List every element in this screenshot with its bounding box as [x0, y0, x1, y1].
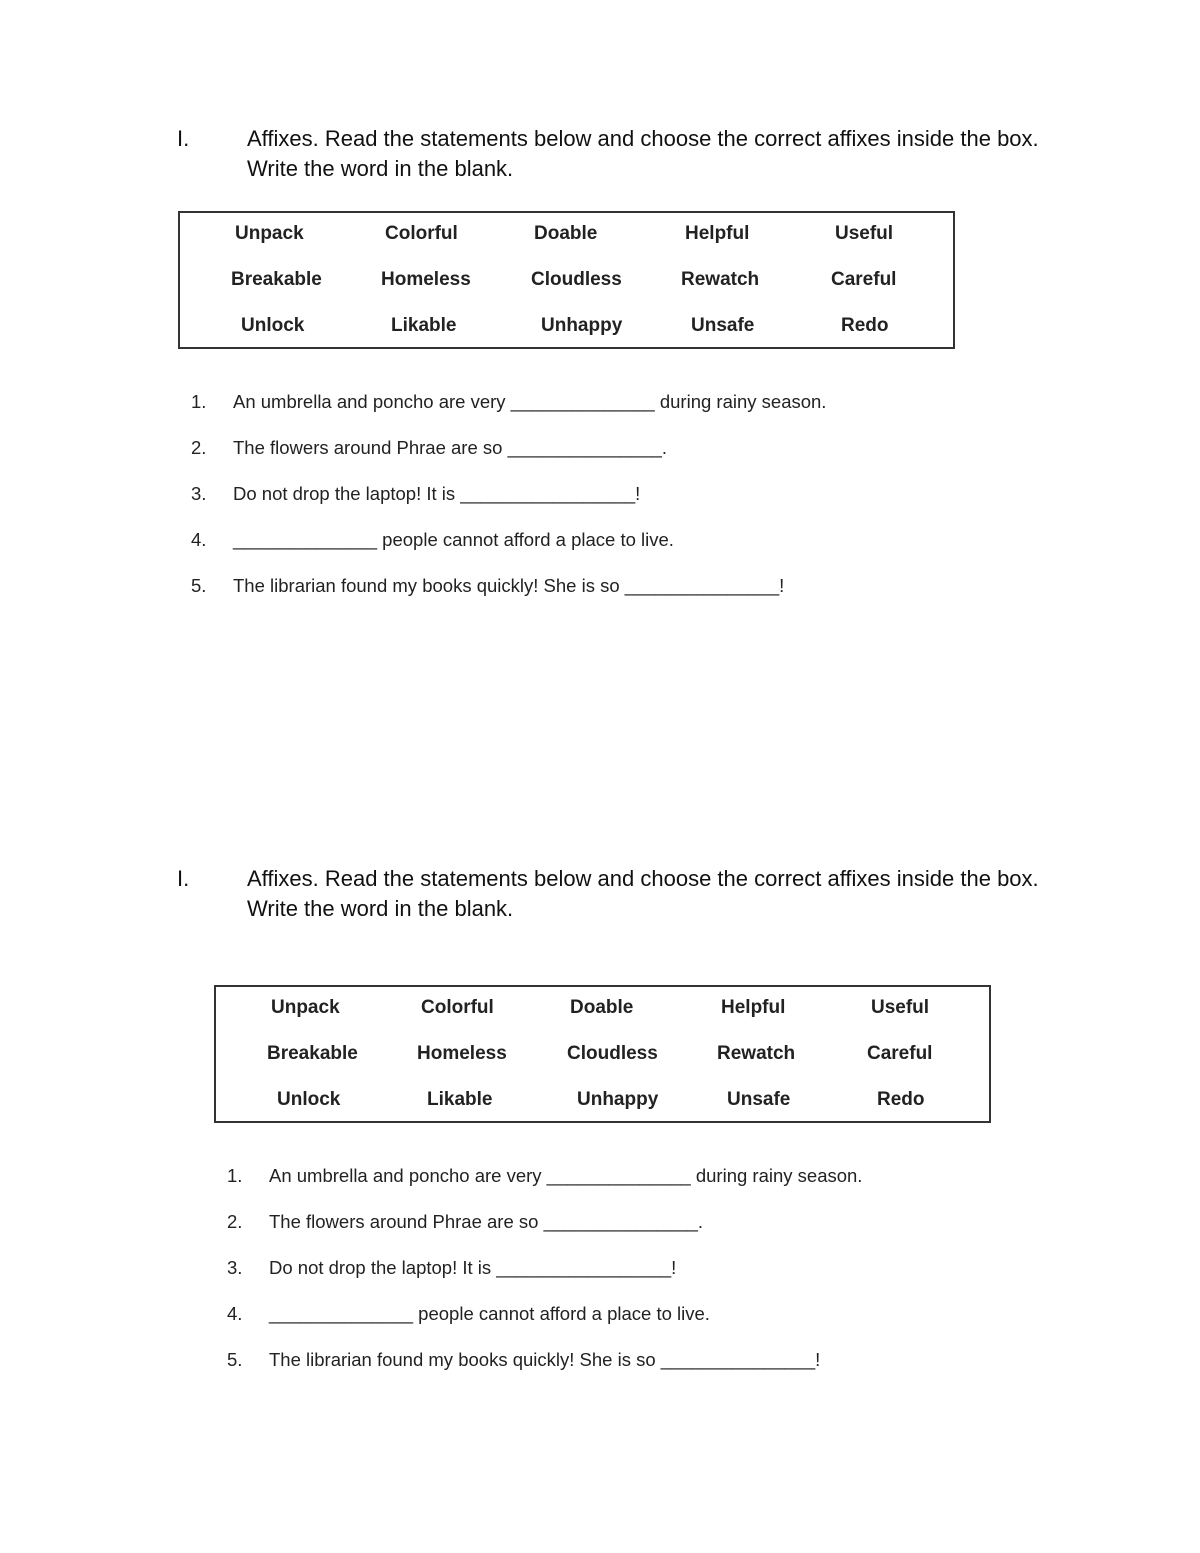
word-unlock: Unlock: [277, 1089, 341, 1110]
question-number: 2.: [227, 1211, 243, 1232]
word-rewatch: Rewatch: [681, 269, 760, 290]
word-homeless: Homeless: [381, 269, 471, 290]
word-careful: Careful: [831, 269, 897, 290]
question-number: 2.: [191, 437, 207, 458]
word-colorful: Colorful: [385, 223, 458, 244]
question-text: The librarian found my books quickly! She is so _______________!: [269, 1349, 821, 1370]
word-doable: Doable: [534, 223, 598, 244]
question-text: The flowers around Phrae are so _______________.: [233, 437, 668, 458]
question-number: 5.: [227, 1349, 243, 1370]
word-breakable: Breakable: [231, 269, 322, 290]
word-unlock: Unlock: [241, 315, 305, 336]
word-redo: Redo: [877, 1089, 925, 1110]
question-number: 1.: [227, 1165, 243, 1186]
word-unsafe: Unsafe: [691, 315, 755, 336]
question-text: An umbrella and poncho are very ______________ during rainy season.: [233, 391, 827, 412]
word-unpack: Unpack: [235, 223, 304, 244]
question-text: The librarian found my books quickly! She is so _______________!: [233, 575, 785, 596]
word-redo: Redo: [841, 315, 889, 336]
question-text: Do not drop the laptop! It is _________________!: [233, 483, 641, 504]
question-number: 3.: [227, 1257, 243, 1278]
word-box: [178, 211, 955, 349]
word-helpful: Helpful: [685, 223, 750, 244]
word-likable: Likable: [427, 1089, 493, 1110]
question-text: ______________ people cannot afford a place to live.: [269, 1303, 710, 1324]
section-number: I.: [177, 126, 190, 151]
question-number: 1.: [191, 391, 207, 412]
word-likable: Likable: [391, 315, 457, 336]
instruction-line-1: Affixes. Read the statements below and choose the correct affixes inside the box.: [247, 126, 1039, 151]
word-cloudless: Cloudless: [567, 1043, 658, 1064]
word-unsafe: Unsafe: [727, 1089, 791, 1110]
word-homeless: Homeless: [417, 1043, 507, 1064]
question-number: 4.: [227, 1303, 243, 1324]
word-careful: Careful: [867, 1043, 933, 1064]
word-colorful: Colorful: [421, 997, 494, 1018]
question-text: Do not drop the laptop! It is _________________!: [269, 1257, 677, 1278]
word-cloudless: Cloudless: [531, 269, 622, 290]
question-number: 5.: [191, 575, 207, 596]
word-breakable: Breakable: [267, 1043, 358, 1064]
word-helpful: Helpful: [721, 997, 786, 1018]
word-doable: Doable: [570, 997, 634, 1018]
question-text: The flowers around Phrae are so _______________.: [269, 1211, 704, 1232]
question-number: 3.: [191, 483, 207, 504]
word-unpack: Unpack: [271, 997, 340, 1018]
word-unhappy: Unhappy: [541, 315, 623, 336]
question-text: An umbrella and poncho are very ______________ during rainy season.: [269, 1165, 863, 1186]
question-text: ______________ people cannot afford a place to live.: [233, 529, 674, 550]
word-unhappy: Unhappy: [577, 1089, 659, 1110]
instruction-line-2: Write the word in the blank.: [247, 156, 514, 181]
instruction-line-1: Affixes. Read the statements below and choose the correct affixes inside the box.: [247, 866, 1039, 891]
word-useful: Useful: [835, 223, 894, 244]
word-useful: Useful: [871, 997, 930, 1018]
instruction-line-2: Write the word in the blank.: [247, 896, 514, 921]
section-number: I.: [177, 866, 190, 891]
word-rewatch: Rewatch: [717, 1043, 796, 1064]
word-box: [214, 985, 991, 1123]
question-number: 4.: [191, 529, 207, 550]
